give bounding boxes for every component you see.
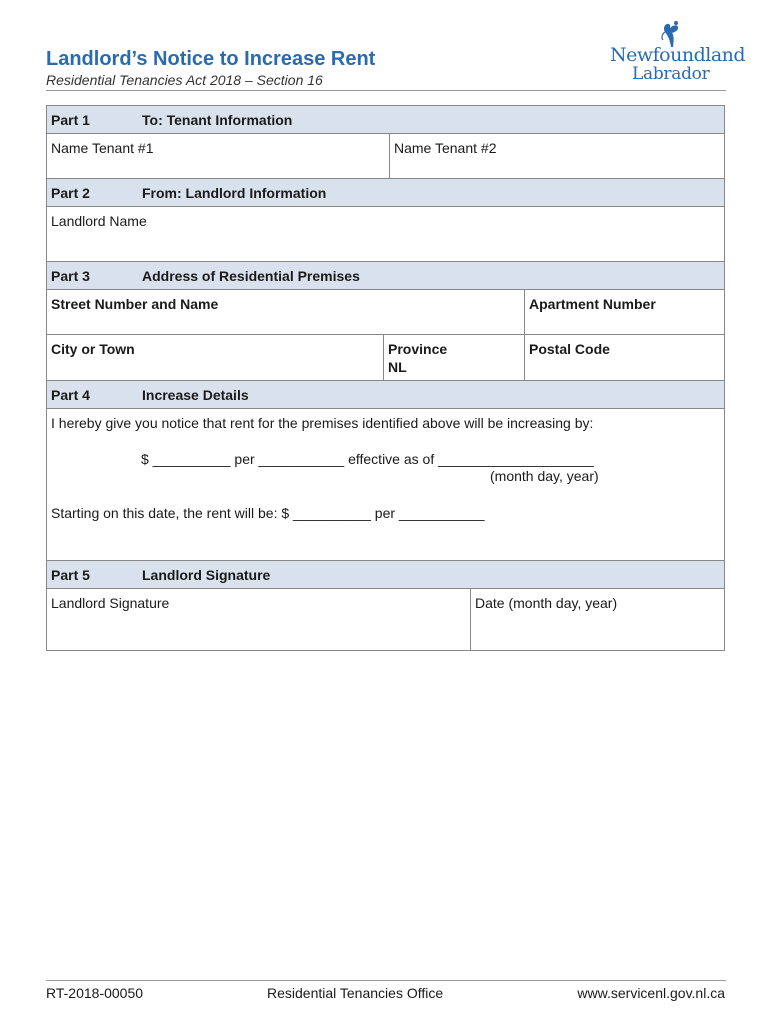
part5-header	[46, 560, 725, 588]
landlord-name-label: Landlord Name	[51, 213, 147, 229]
signature-label: Landlord Signature	[51, 595, 170, 611]
part1-header	[46, 105, 725, 133]
increase-intro: I hereby give you notice that rent for the premises identified above will be increasing by:	[51, 415, 594, 431]
province-field	[383, 334, 524, 380]
increase-line[interactable]: $ __________ per ___________ effective as of ____________________	[141, 451, 594, 467]
part5-title: Landlord Signature	[142, 567, 271, 583]
street-label: Street Number and Name	[51, 296, 219, 312]
logo-line2: Labrador	[632, 64, 710, 84]
increase-details-box	[46, 408, 725, 560]
apartment-label: Apartment Number	[529, 296, 656, 312]
tenant2-field[interactable]	[389, 133, 725, 178]
apartment-field[interactable]	[524, 289, 725, 334]
logo-line1: Newfoundland	[610, 44, 746, 66]
city-field[interactable]	[46, 334, 383, 380]
form-number: RT-2018-00050	[46, 985, 144, 1001]
signature-date-label: Date (month day, year)	[475, 595, 618, 611]
part4-title: Increase Details	[142, 387, 249, 403]
street-field[interactable]	[46, 289, 524, 334]
part2-header	[46, 178, 725, 206]
part4-number: Part 4	[51, 387, 90, 403]
office-name: Residential Tenancies Office	[267, 985, 444, 1001]
tenant1-field[interactable]	[46, 133, 389, 178]
part1-title: To: Tenant Information	[142, 112, 293, 128]
part2-title: From: Landlord Information	[142, 185, 327, 201]
signature-field[interactable]	[46, 588, 470, 651]
part5-number: Part 5	[51, 567, 90, 583]
newfoundland-labrador-logo	[608, 20, 746, 86]
postal-code-field[interactable]	[524, 334, 725, 380]
signature-date-field[interactable]	[470, 588, 725, 651]
province-label: Province	[388, 341, 448, 357]
tenant2-label: Name Tenant #2	[394, 140, 497, 156]
footer-divider	[46, 980, 726, 981]
page-title: Landlord’s Notice to Increase Rent	[46, 48, 376, 70]
part3-number: Part 3	[51, 268, 90, 284]
new-rent-line[interactable]: Starting on this date, the rent will be: $ __________ per ___________	[51, 505, 485, 521]
part3-title: Address of Residential Premises	[142, 268, 360, 284]
city-label: City or Town	[51, 341, 135, 357]
province-value: NL	[388, 359, 407, 375]
part4-header	[46, 380, 725, 408]
landlord-name-field[interactable]	[46, 206, 725, 261]
date-hint: (month day, year)	[490, 468, 599, 484]
part3-header	[46, 261, 725, 289]
part2-number: Part 2	[51, 185, 90, 201]
page-subtitle: Residential Tenancies Act 2018 – Section 16	[46, 72, 323, 88]
title-divider	[46, 90, 726, 91]
tenant1-label: Name Tenant #1	[51, 140, 154, 156]
part1-number: Part 1	[51, 112, 90, 128]
website-link[interactable]: www.servicenl.gov.nl.ca	[577, 985, 725, 1001]
postal-code-label: Postal Code	[529, 341, 610, 357]
